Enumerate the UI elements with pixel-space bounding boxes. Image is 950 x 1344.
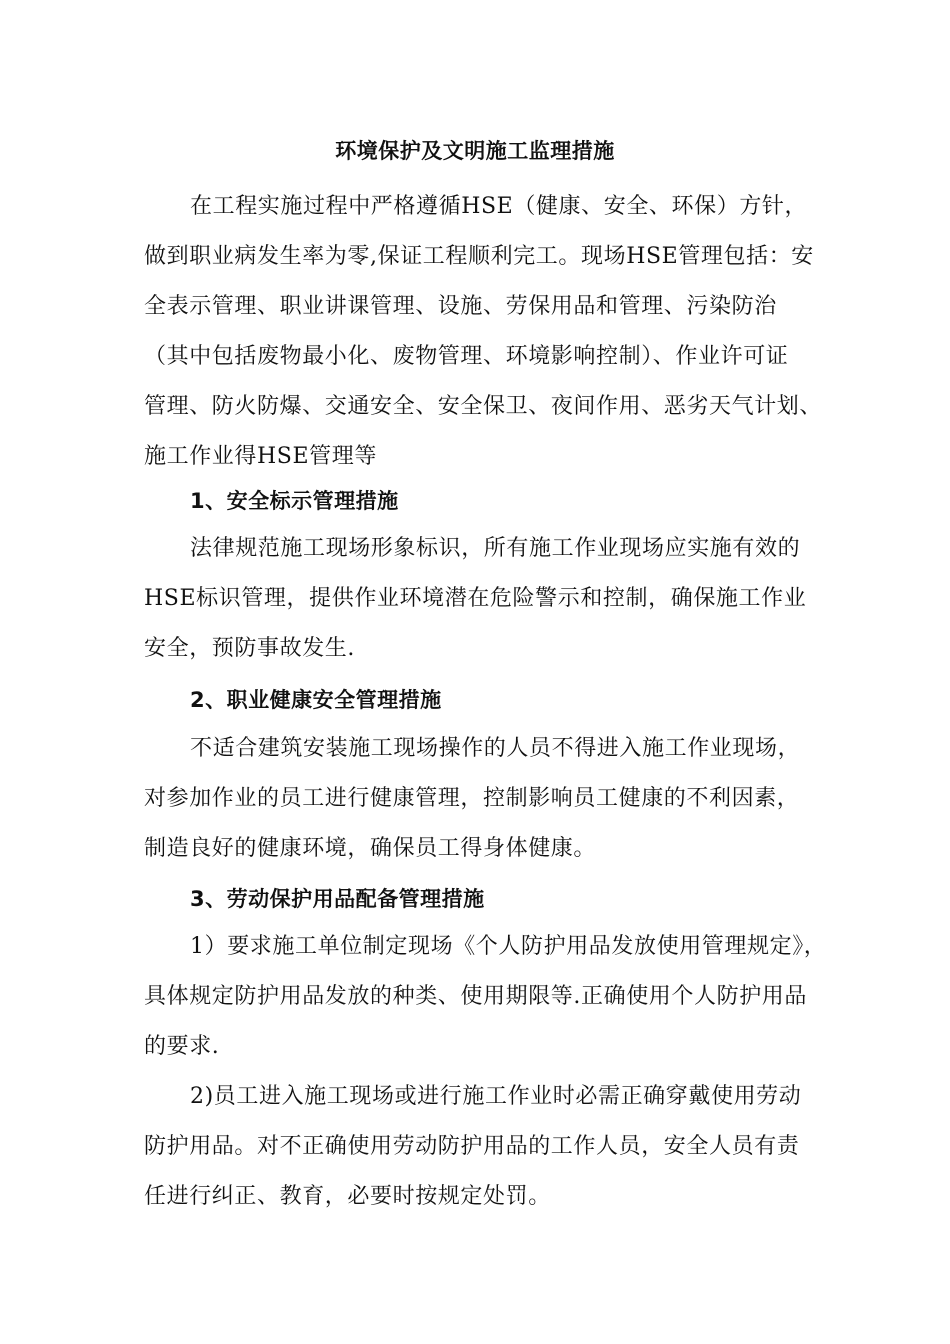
paragraph-line: 的要求. — [144, 1034, 220, 1059]
paragraph-line: 不适合建筑安装施工现场操作的人员不得进入施工作业现场， — [190, 736, 801, 761]
section-3-paragraph-1 — [144, 922, 827, 1072]
paragraph-line: 防护用品。对不正确使用劳动防护用品的工作人员，安全人员有责 — [144, 1134, 800, 1159]
section-heading-2: 2、职业健康安全管理措施 — [190, 688, 442, 712]
paragraph-line: 任进行纠正、教育，必要时按规定处罚。 — [144, 1184, 551, 1209]
paragraph-line: 具体规定防护用品发放的种类、使用期限等.正确使用个人防护用品 — [144, 984, 807, 1009]
paragraph-line: HSE标识管理，提供作业环境潜在危险警示和控制，确保施工作业 — [144, 586, 807, 611]
paragraph-line: 在工程实施过程中严格遵循HSE（健康、安全、环保）方针， — [190, 194, 808, 219]
paragraph-line: 全表示管理、职业讲课管理、设施、劳保用品和管理、污染防治 — [144, 294, 777, 319]
paragraph-line: 制造良好的健康环境，确保员工得身体健康。 — [144, 836, 597, 861]
paragraph-line: 法律规范施工现场形象标识，所有施工作业现场应实施有效的 — [190, 536, 801, 561]
section-3-paragraph-2 — [144, 1072, 816, 1222]
paragraph-line: 对参加作业的员工进行健康管理，控制影响员工健康的不利因素， — [144, 786, 800, 811]
paragraph-line: 施工作业得HSE管理等 — [144, 444, 377, 469]
paragraph-line: （其中包括废物最小化、废物管理、环境影响控制）、作业许可证 — [144, 344, 789, 369]
document-title: 环境保护及文明施工监理措施 — [335, 139, 615, 163]
paragraph-line: 管理、防火防爆、交通安全、安全保卫、夜间作用、恶劣天气计划、 — [144, 394, 823, 419]
paragraph-line: 做到职业病发生率为零,保证工程顺利完工。现场HSE管理包括：安 — [144, 244, 814, 269]
paragraph-line: 2)员工进入施工现场或进行施工作业时必需正确穿戴使用劳动 — [190, 1084, 802, 1109]
section-1-paragraph — [144, 524, 816, 674]
paragraph-line: 1）要求施工单位制定现场《个人防护用品发放使用管理规定》， — [190, 934, 827, 959]
section-2-paragraph — [144, 724, 816, 874]
paragraph-line: 安全，预防事故发生. — [144, 636, 355, 661]
section-heading-3: 3、劳动保护用品配备管理措施 — [190, 887, 485, 911]
section-heading-1: 1、安全标示管理措施 — [190, 489, 399, 513]
intro-paragraph — [144, 182, 823, 482]
